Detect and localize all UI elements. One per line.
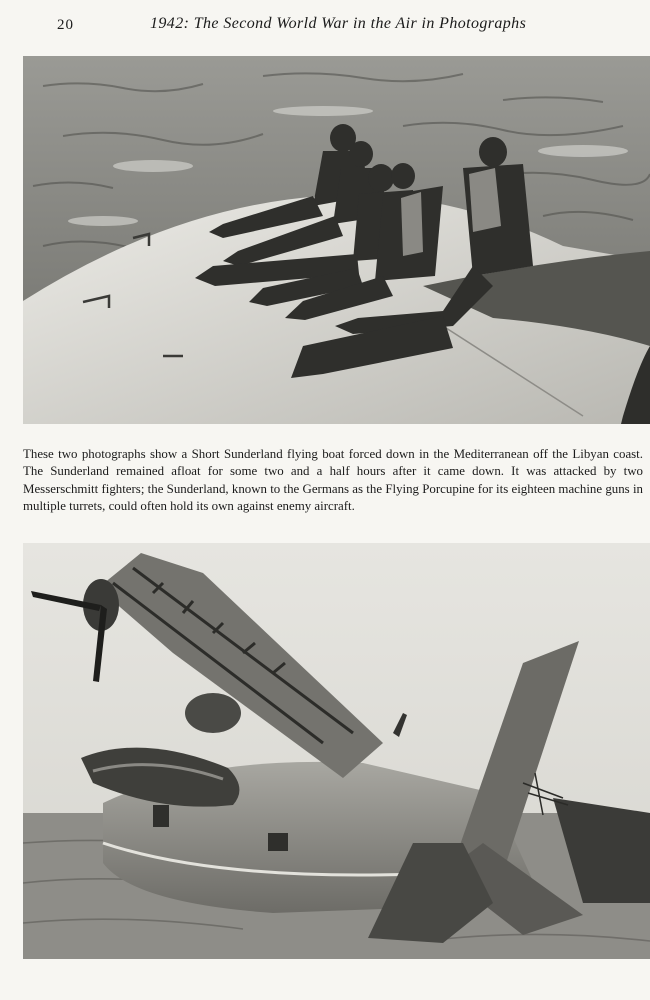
photo-caption: These two photographs show a Short Sunderland flying boat forced down in the Mediterranean off the Libyan coast. The Sunderland remained afloat for some two and a half hours after it came down. It was attacked by two Messerschmitt fighters; the Sunderland, known to the Germans as the Flying Porcupine for its eighteen machine guns in multiple turrets, could often hold its own against enemy aircraft.: [23, 446, 643, 514]
page-number: 20: [57, 17, 74, 33]
photo-crew-on-wing-image: [23, 56, 650, 424]
photo-wrecked-flying-boat-image: [23, 543, 650, 959]
running-title: 1942: The Second World War in the Air in Photographs: [150, 15, 527, 32]
photo-wrecked-flying-boat: [23, 543, 650, 959]
photo-crew-on-wing: [23, 56, 650, 424]
running-head: [0, 12, 650, 38]
